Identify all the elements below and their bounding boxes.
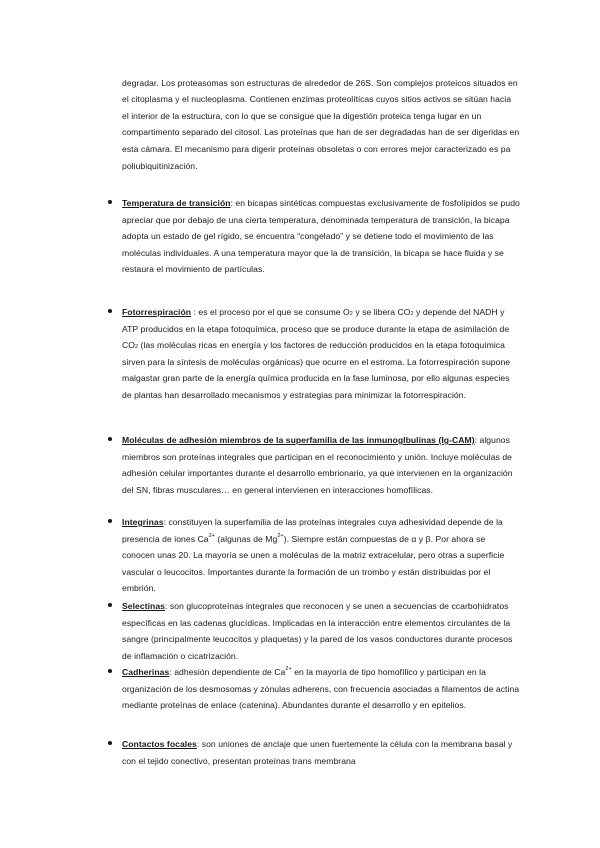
subscript: 2 [349,311,353,317]
superscript: 2+ [208,532,215,539]
item-term: Selectinas [122,601,166,611]
item-term: Moléculas de adhesión miembros de la superfamilia de las inmunoglbulinas (Ig-CAM) [122,435,475,445]
bullet-icon [108,669,112,673]
item-text: : son uniones de anclaje que unen fuertemente la célula con la membrana basal y con el tejido conectivo, presentan proteínas trans membrana [122,739,513,766]
item-text: : adhesión dependiente de Ca [169,667,286,677]
subscript: 2 [410,311,414,317]
item-term: Contactos focales [122,739,197,749]
bullet-icon [108,437,112,441]
item-term: Integrinas [122,517,164,527]
item-text: : son glucoproteínas integrales que reconocen y se unen a secuencias de ccarbohidratos específicas en las cadenas glucídicas. Implicadas en la interacción entre elementos circulantes de la sangre (principalmente leucocitos y plaquetas) y la pared de los vasos conductores durante procesos de inflamación o cicatrización. [122,601,513,661]
item-term: Temperatura de transición [122,198,231,208]
item-text: y se libera CO [352,307,411,317]
item-text: (las moléculas ricas en energía y los factores de reducción producidos en la etapa fotoquímica sirven para la síntesis de moléculas orgánicas) que ocurre en el estroma. La fotorrespiración supone malgastar gran parte de la energía química producida en la fase luminosa, por ello algunas especies de plantas han desarrollado mecanismos y estrategias para minimizar la fotorrespiración. [122,340,511,400]
subscript: 2 [135,344,139,351]
item-paragraph [122,514,520,597]
item-text: : es el proceso por el que se consume O [191,307,350,317]
item-paragraph [122,195,520,278]
bullet-icon [108,200,112,204]
superscript: 2+ [285,666,292,673]
item-paragraph [122,664,520,714]
item-paragraph [122,432,520,498]
item-text: ). Siempre están compuestas de α y β. Por ahora se conocen unas 20. La mayoría se unen a moléculas de la matriz extracelular, pero otras a superficie vascular o leucocitos. Importantes durante la formación de un trombo y están distribuidas por el embrión. [122,533,505,594]
item-term: Fotorrespiración [122,307,192,317]
item-paragraph [122,304,520,404]
item-text: en la mayoría de tipo homofílico y participan en la organización de los desmosomas y zónulas adherens, con frecuencia asociadas a filamentos de actina mediante proteínas de enlace (catenina). Abundantes durante el desarrollo y en epitelios. [122,667,520,711]
bullet-icon [108,741,112,745]
item-paragraph [122,736,520,769]
item-paragraph [122,598,520,664]
intro-paragraph: degradar. Los proteasomas son estructuras de alrededor de 26S. Son complejos proteicos situados en el citoplasma y el nucleoplasma. Contienen enzimas proteolíticas cuyos sitios activos se sitúan hacia el interior de la estructura, con lo que se consigue que la digestión proteica tenga lugar en un compartimento separado del citosol. Las proteínas que han de ser degradadas han de ser digeridas en esta cámara. El mecanismo para digerir proteínas obsoletas o con errores mejor caracterizado es pa poliubiquitinización. [122,77,520,171]
item-text: (algunas de Mg [214,533,278,544]
superscript: 2+ [277,532,284,539]
item-term: Cadherinas [122,667,170,677]
bullet-icon [108,309,112,313]
item-text: : en bicapas sintéticas compuestas exclusivamente de fosfolípidos se pudo apreciar que por debajo de una cierta temperatura, denominada temperatura de transición, la bicapa adopta un estado de gel rígido, se encuentra “congelado” y se detiene todo el movimiento de las moléculas individuales. A una temperatura mayor que la de transición, la bicapa se hace fluida y se restaura el movimiento de partículas. [122,198,520,275]
item-text: : algunos miembros son proteínas integrales que participan en el reconocimiento y unión. Incluye moléculas de adhesión celular importantes durante el desarrollo embrionario, ya que intervienen en la organización del SN, fibras musculares… en general intervienen en interacciones homofílicas. [122,435,513,495]
item-text: y depende del NADH y ATP producidos en la etapa fotoquímica, proceso que se produce durante la etapa de asimilación de CO [122,307,510,351]
item-text: : constituyen la superfamilia de las proteínas integrales cuya adhesividad depende de la presencia de iones Ca [122,517,503,544]
bullet-icon [108,603,112,607]
bullet-icon [108,519,112,523]
